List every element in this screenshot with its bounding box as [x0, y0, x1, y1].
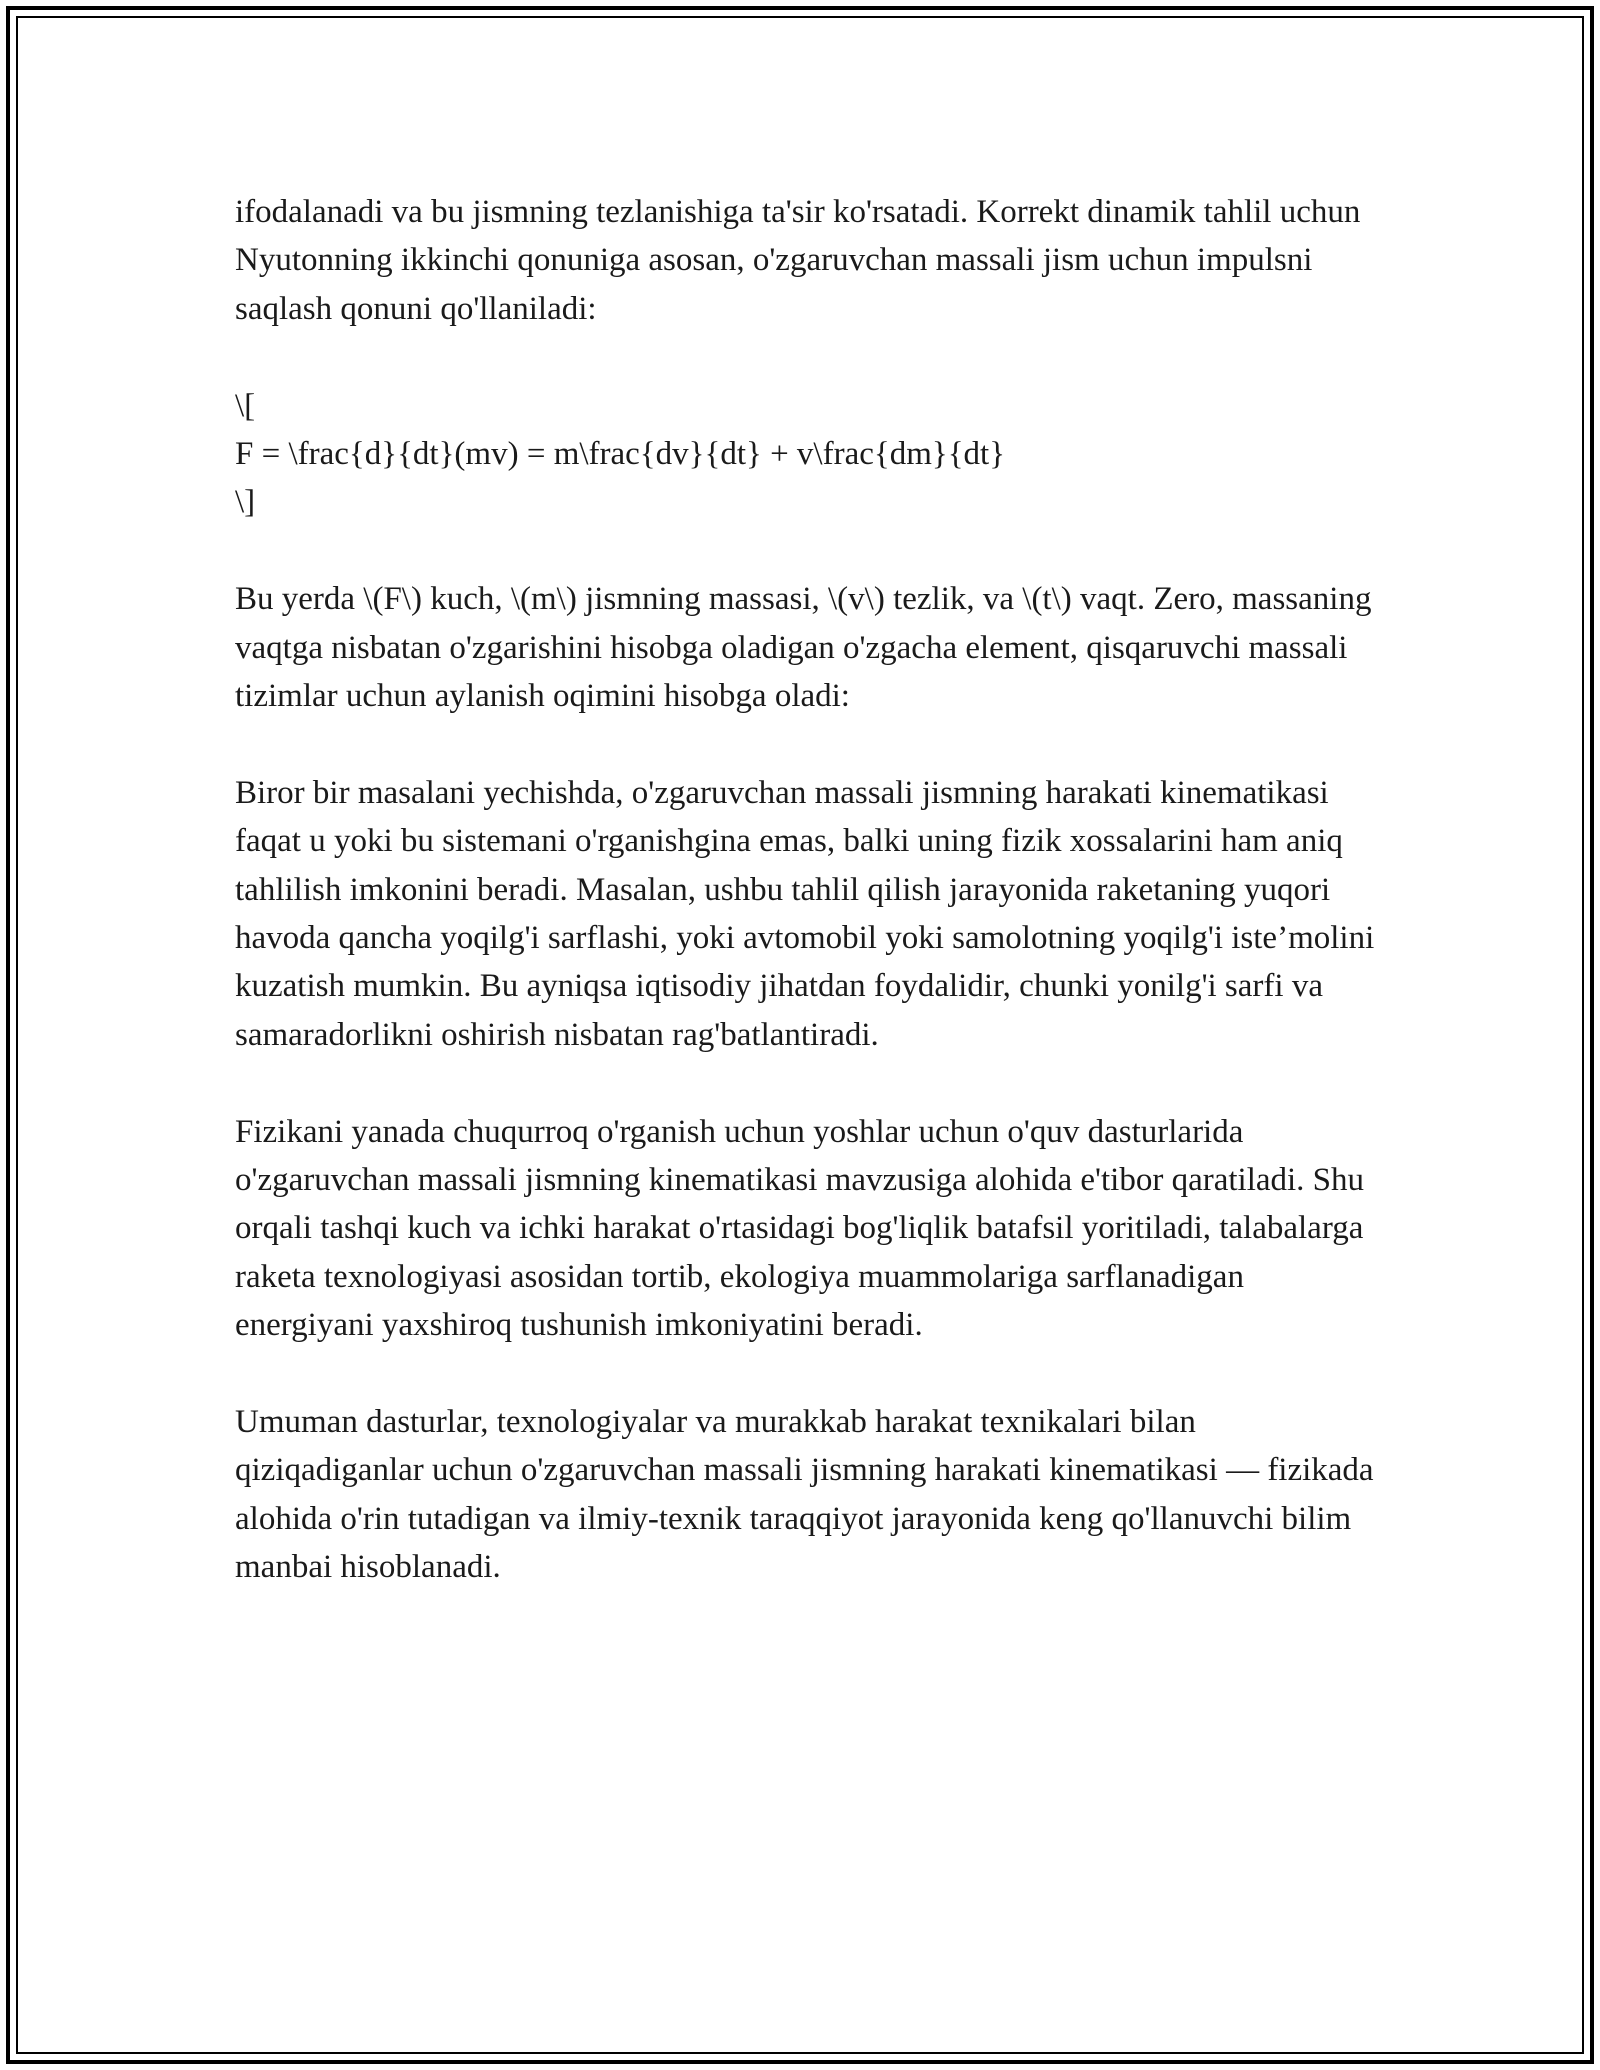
paragraph-intro: ifodalanadi va bu jismning tezlanishiga ta'sir ko'rsatadi. Korrekt dinamik tahlil uchun Nyutonning ikkinchi qonuniga asosan, o'zgaruvchan massali jism uchun impulsni saqlash qonuni qo'llaniladi: — [235, 194, 1361, 327]
formula-close-delimiter: \] — [235, 484, 256, 521]
paragraph-conclusion: Umuman dasturlar, texnologiyalar va murakkab harakat texnikalari bilan qiziqadiganlar uchun o'zgaruvchan massali jismning harakati kinematikasi — fizikada alohida o'rin tutadigan va ilmiy-texnik taraqqiyot jarayonida keng qo'llanuvchi bilim manbai hisoblanadi. — [235, 1404, 1374, 1586]
formula-open-delimiter: \[ — [235, 387, 256, 424]
paragraph-education: Fizikani yanada chuqurroq o'rganish uchun yoshlar uchun o'quv dasturlarida o'zgaruvchan massali jismning kinematikasi mavzusiga alohida e'tibor qaratiladi. Shu orqali tashqi kuch va ichki harakat o'rtasidagi bog'liqlik batafsil yoritiladi, talabalarga raketa texnologiyasi asosidan tortib, ekologiya muammolariga sarflanadigan energiyani yaxshiroq tushunish imkoniyatini beradi. — [235, 1113, 1365, 1344]
formula-equation: F = \frac{d}{dt}(mv) = m\frac{dv}{dt} + v\frac{dm}{dt} — [235, 436, 1006, 473]
document-body — [235, 188, 1375, 1640]
paragraph-applications: Biror bir masalani yechishda, o'zgaruvchan massali jismning harakati kinematikasi faqat u yoki bu sistemani o'rganishgina emas, balki uning fizik xossalarini ham aniq tahlilish imkonini beradi. Masalan, ushbu tahlil qilish jarayonida raketaning yuqori havoda qancha yoqilg'i sarflashi, yoki avtomobil yoki samolotning yoqilg'i iste’molini kuzatish mumkin. Bu ayniqsa iqtisodiy jihatdan foydalidir, chunki yonilg'i sarfi va samaradorlikni oshirish nisbatan rag'batlantiradi. — [235, 774, 1375, 1053]
paragraph-definitions: Bu yerda \(F\) kuch, \(m\) jismning massasi, \(v\) tezlik, va \(t\) vaqt. Zero, massaning vaqtga nisbatan o'zgarishini hisobga oladigan o'zgacha element, qisqaruvchi massali tizimlar uchun aylanish oqimini hisobga oladi: — [235, 581, 1372, 715]
formula-block — [235, 382, 1375, 527]
